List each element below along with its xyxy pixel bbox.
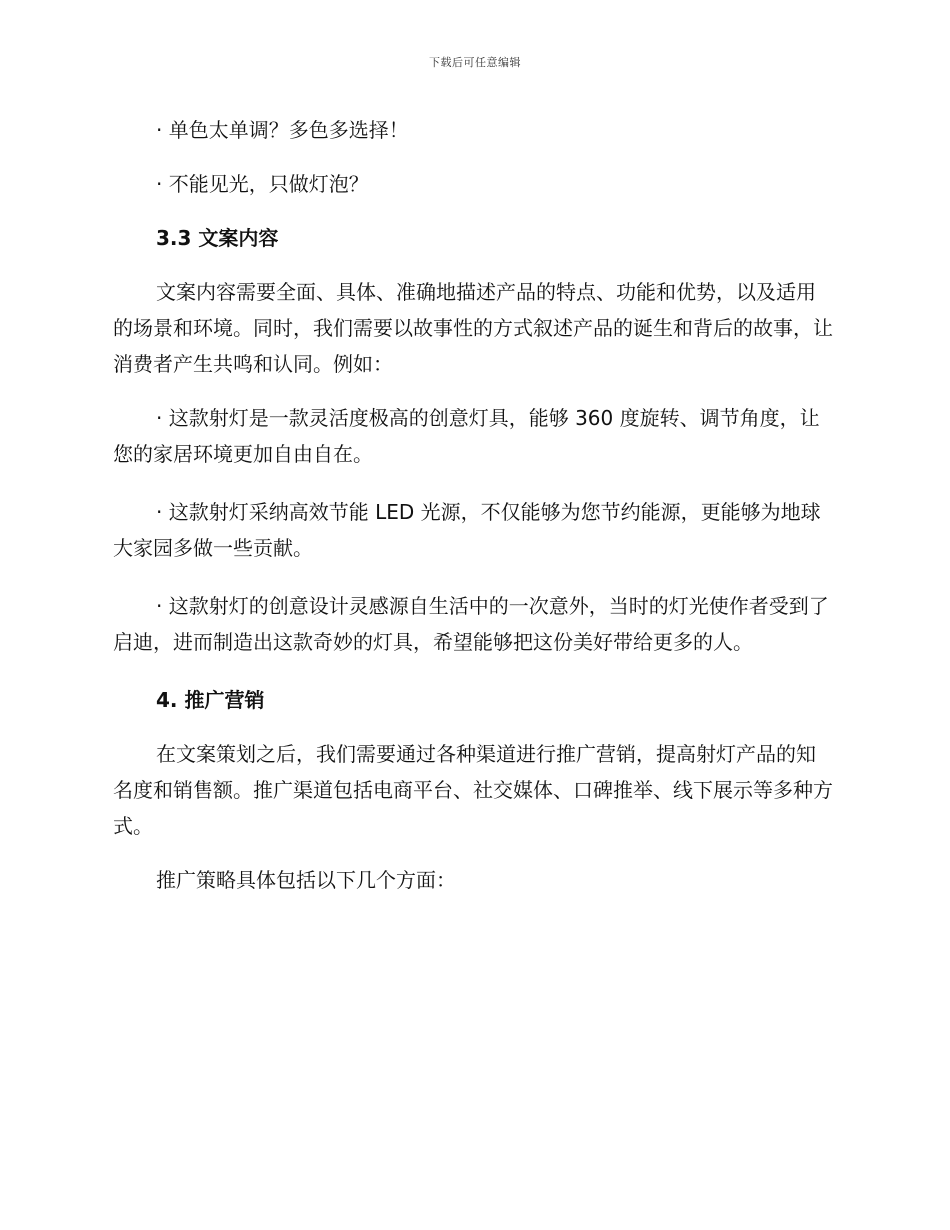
bullet-led: · 这款射灯采纳高效节能 LED 光源，不仅能够为您节约能源，更能够为地球大家园多做一些贡献。 xyxy=(113,500,821,560)
document-body xyxy=(113,112,833,916)
paragraph-marketing: 在文案策划之后，我们需要通过各种渠道进行推广营销，提高射灯产品的知名度和销售额。推广渠道包括电商平台、社交媒体、口碑推举、线下展示等多种方式。 xyxy=(113,742,833,838)
bullet-flexible: · 这款射灯是一款灵活度极高的创意灯具，能够 360 度旋转、调节角度，让您的家居环境更加自由自在。 xyxy=(113,406,820,466)
section-3-3-heading: 3.3 文案内容 xyxy=(156,226,279,250)
bullet-single-color: · 单色太单调？多色多选择！ xyxy=(156,118,409,142)
bullet-inspiration: · 这款射灯的创意设计灵感源自生活中的一次意外，当时的灯光使作者受到了启迪，进而制造出这款奇妙的灯具，希望能够把这份美好带给更多的人。 xyxy=(113,594,829,654)
bullet-no-light: · 不能见光，只做灯泡？ xyxy=(156,172,369,196)
header-note: 下载后可任意编辑 xyxy=(429,56,521,69)
paragraph-strategy: 推广策略具体包括以下几个方面： xyxy=(156,868,456,892)
section-4-heading: 4. 推广营销 xyxy=(156,688,265,712)
paragraph-copy-content: 文案内容需要全面、具体、准确地描述产品的特点、功能和优势，以及适用的场景和环境。同时，我们需要以故事性的方式叙述产品的诞生和背后的故事，让消费者产生共鸣和认同。例如： xyxy=(113,280,833,376)
